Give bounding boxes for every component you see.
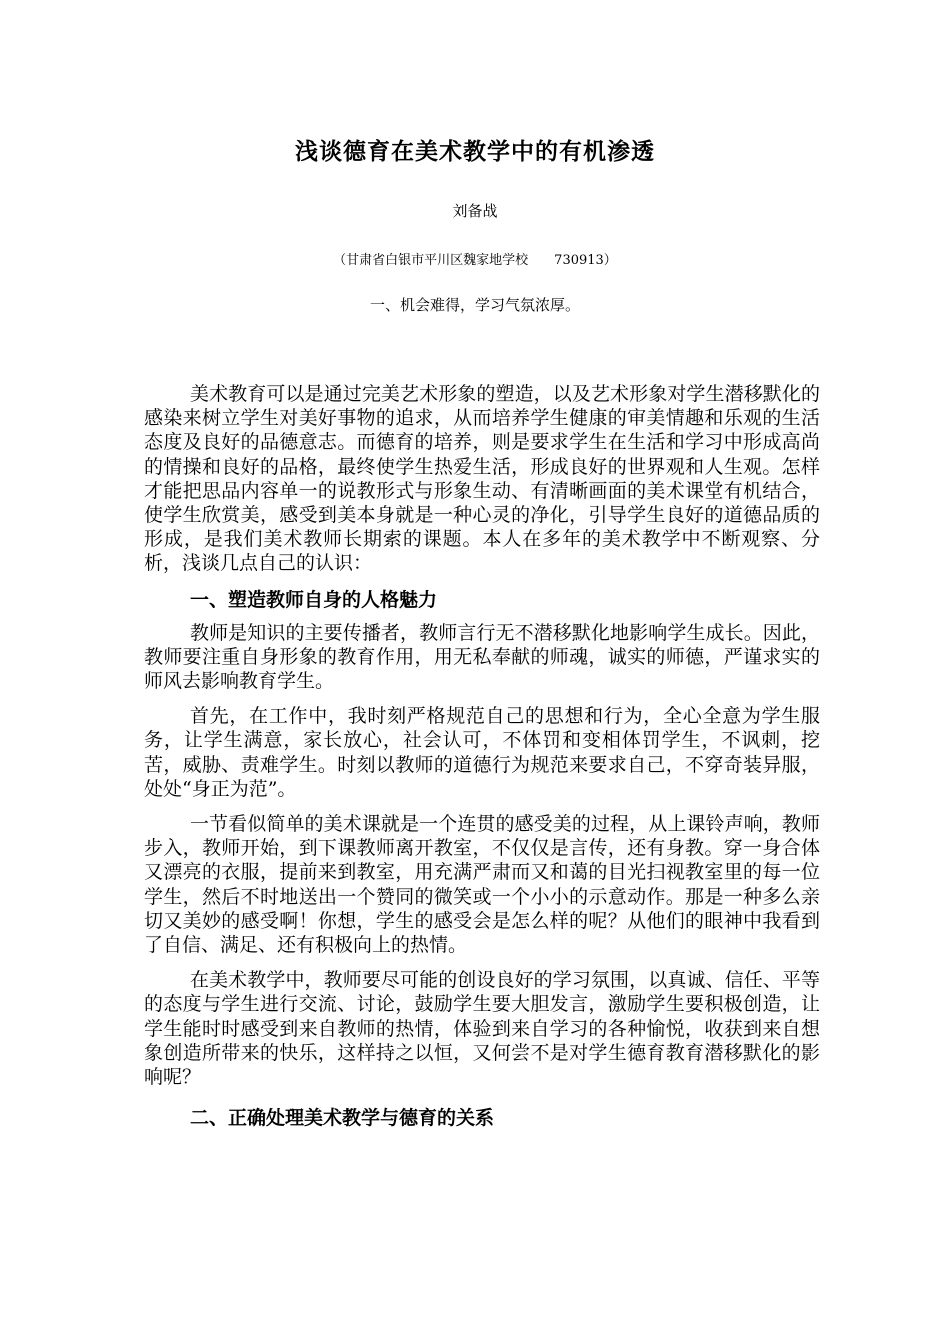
author-name: 刘备战 [452,202,498,220]
paragraph-art-class: 一节看似简单的美术课就是一个连贯的感受美的过程，从上课铃声响，教师步入，教师开始，到下课教师离开教室，不仅仅是言传，还有身教。穿一身合体又漂亮的衣服，提前来到教室，用充满严肃而又和蔼的目光扫视教室里的每一位学生，然后不时地送出一个赞同的微笑或一个小小的示意动作。那是一种多么亲切又美妙的感受啊！你想，学生的感受会是怎么样的呢？从他们的眼神中我看到了自信、满足、还有积极向上的热情。 [144,813,820,957]
paragraph-first: 首先，在工作中，我时刻严格规范自己的思想和行为，全心全意为学生服务，让学生满意，家长放心，社会认可，不体罚和变相体罚学生，不讽刺，挖苦，威胁、责难学生。时刻以教师的道德行为规范来要求自己，不穿奇装异服，处处“身正为范”。 [144,705,820,800]
paragraph-teacher-role: 教师是知识的主要传播者，教师言行无不潜移默化地影响学生成长。因此，教师要注重自身形象的教育作用，用无私奉献的师魂，诚实的师德，严谨求实的师风去影响教育学生。 [144,621,820,693]
section-note: 一、机会难得，学习气氛浓厚。 [369,296,580,314]
paragraph-intro: 美术教育可以是通过完美艺术形象的塑造，以及艺术形象对学生潜移默化的感染来树立学生对美好事物的追求，从而培养学生健康的审美情趣和乐观的生活态度及良好的品德意志。而德育的培养，则是要求学生在生活和学习中形成高尚的情操和良好的品格，最终使学生热爱生活，形成良好的世界观和人生观。怎样才能把思品内容单一的说教形式与形象生动、有清晰画面的美术课堂有机结合，使学生欣赏美，感受到美本身就是一种心灵的净化，引导学生良好的道德品质的形成，是我们美术教师长期索的课题。本人在多年的美术教学中不断观察、分析，浅谈几点自己的认识： [144,383,820,575]
author-affiliation: （甘肃省白银市平川区魏家地学校 730913） [333,253,617,268]
document-body [144,382,820,1139]
paragraph-atmosphere: 在美术教学中，教师要尽可能的创设良好的学习氛围，以真诚、信任、平等的态度与学生进行交流、讨论，鼓励学生要大胆发言，激励学生要积极创造，让学生能时时感受到来自教师的热情，体验到来自学习的各种愉悦，收获到来自想象创造所带来的快乐，这样持之以恒，又何尝不是对学生德育教育潜移默化的影响呢？ [144,969,820,1089]
section-heading-2: 二、正确处理美术教学与德育的关系 [190,1107,495,1130]
document-title: 浅谈德育在美术教学中的有机渗透 [295,138,655,165]
section-heading-1: 一、塑造教师自身的人格魅力 [190,588,438,611]
